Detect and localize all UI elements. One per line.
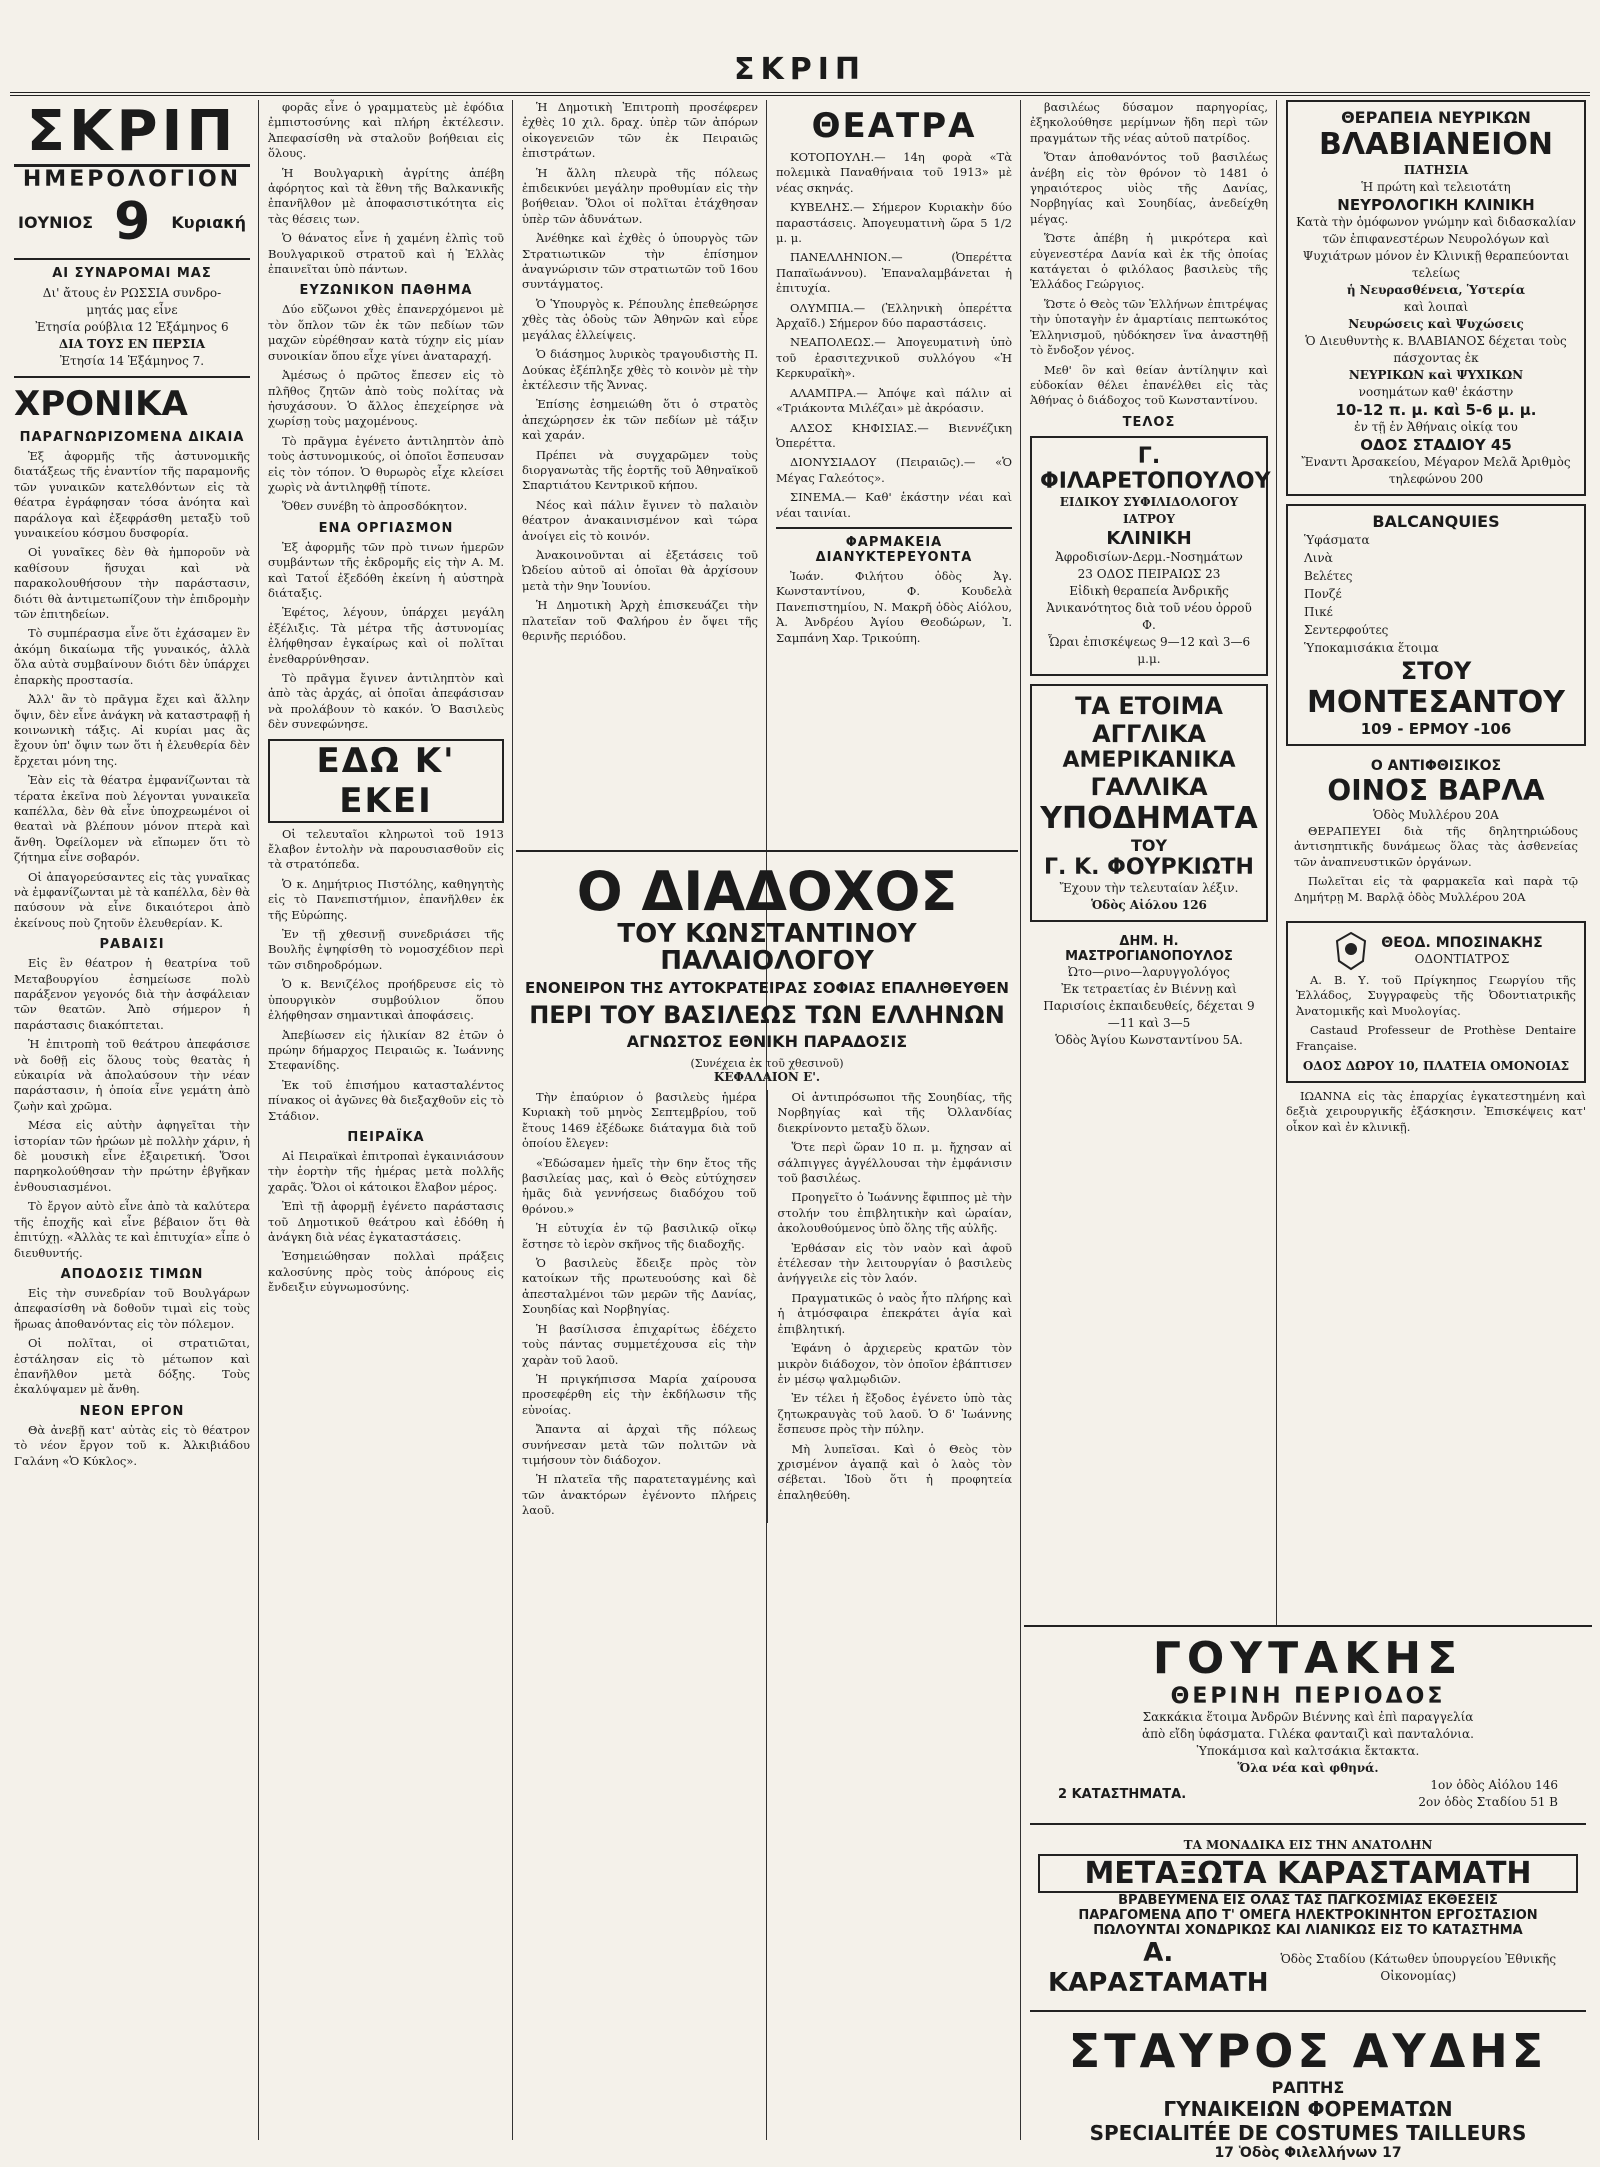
ad-title: BALCANQUIES (1372, 512, 1500, 531)
ad-address: ΟΔΟΣ ΔΩΡΟΥ 10, ΠΛΑΤΕΙΑ ΟΜΟΝΟΙΑΣ (1302, 1059, 1570, 1074)
ad-address: 1ον ὁδὸς Αἰόλου 146 (1430, 1778, 1558, 1792)
ad-subtitle: ΕΙΔΙΚΟΥ ΣΥΦΙΛΙΔΟΛΟΓΟΥ ΙΑΤΡΟΥ (1059, 494, 1239, 526)
ad-line: Ὑποκάμισα καὶ καλτσάκια ἔκτακτα. (1196, 1744, 1420, 1758)
theatre-listing: ΚΥΒΕΛΗΣ.— Σήμερον Κυριακὴν δύο παραστάσεις. Ἀπογευματινὴ ὥρα 5 1/2 μ. μ. (776, 200, 1012, 246)
ad-header (1296, 929, 1576, 973)
article-paragraph: Ὁ κ. Δημήτριος Πιστόλης, καθηγητὴς εἰς τὸ Πανεπιστήμιον, ἐπανῆλθεν ἐκ τῆς Εὐρώπης. (268, 876, 504, 922)
article-title: ΕΥΖΩΝΙΚΟΝ ΠΑΘΗΜΑ (299, 283, 473, 299)
feature-paragraph: Ἡ εὐτυχία ἐν τῷ βασιλικῷ οἴκῳ ἔστησε τὸ ἱερὸν σκῆνος τῆς διαδοχῆς. (522, 1221, 757, 1251)
article-paragraph: Ὥστε ὁ Θεὸς τῶν Ἑλλήνων ἐπιτρέψας τὴν ὑποταγὴν ἐν ἁμαρτίαις πεπτωκότος Ἑλληνισμοῦ, ηὐδόκησεν ἵνα ἀναστηθῇ τὸ ἔνδοξον γένος. (1030, 296, 1268, 358)
ad-footer (1038, 1938, 1578, 1998)
article-paragraph: Ἡ Δημοτικὴ Ἀρχὴ ἐπισκευάζει τὴν πλατεῖαν τοῦ Φαλήρου ἐν ὄψει τῆς θερινῆς περιόδου. (522, 598, 758, 643)
theatres-title: ΘΕΑΤΡΑ (811, 106, 977, 146)
article-paragraph: Ἡ Βουλγαρικὴ ἀγρίτης ἀπέβη ἀφόρητος καὶ τὰ ἔθνη τῆς Βαλκανικῆς ἐπανῆλθον μὲ ἀποφασιστικότητα εἰς τὰς θέσεις των. (268, 165, 504, 226)
ad-vlavianeion (1286, 100, 1586, 496)
feature-paragraph: Προηγεῖτο ὁ Ἰωάννης ἔφιππος μὲ τὴν στολήν του ἐπιβλητικὴν καὶ ὡραίαν, ἀκολουθούμενος ὑπὸ ὅλης τῆς αὐλῆς. (777, 1190, 1012, 1236)
article-paragraph: Ὅταν ἀποθανόντος τοῦ βασιλέως ἀνέβη εἰς τὸν θρόνον τὸ 1481 ὁ γηραιότερος υἱὸς τῆς Δανίας, Νορβηγίας καὶ Σουηδίας, ἀνεδείχθη μέγας. (1030, 150, 1268, 226)
calendar-date (14, 192, 250, 252)
section-title-chronika: ΧΡΟΝΙΚΑ (14, 384, 188, 424)
feature-paragraph: Ἡ πλατεῖα τῆς παρατεταγμένης καὶ τῶν ἀνακτόρων ἐγένοντο πλήρεις λαοῦ. (522, 1472, 757, 1518)
theatre-listing: ΣΙΝΕΜΑ.— Καθ' ἑκάστην νέαι καὶ νέαι ταινίαι. (776, 490, 1012, 520)
ad-karastamati (1030, 1831, 1586, 2004)
article-paragraph: Ἡ ἄλλη πλευρὰ τῆς πόλεως ἐπιδεικνύει μεγάλην προθυμίαν εἰς τὴν βοήθειαν. Ὅλοι οἱ πολῖται ἐτάχθησαν ὑπὲρ τῶν ἀδυνάτων. (522, 165, 758, 226)
calendar-month: ΙΟΥΝΙΟΣ (18, 212, 94, 232)
ad-address: Ὁδὸς Αἰόλου 126 (1091, 897, 1207, 912)
feature-paragraph: Ἄπαντα αἱ ἀρχαὶ τῆς πόλεως συνήνεσαν μετὰ τῶν πολιτῶν νὰ τιμήσουν τὸν διάδοχον. (522, 1422, 757, 1467)
ad-paragraph: Castaud Professeur de Prothèse Dentaire Française. (1296, 1023, 1576, 1053)
article-paragraph: Μεθ' ὃν καὶ θείαν ἀντίληψιν καὶ εὐδοκίαν θέλει ἐπανέλθει εἰς τὰς Ἀθήνας ὁ διάδοχος τοῦ Κωνσταντίνου. (1030, 362, 1268, 408)
ad-footer (1038, 1777, 1578, 1811)
article-paragraph: Τὸ πρᾶγμα ἔγινεν ἀντιληπτὸν καὶ ἀπὸ τὰς ἀρχάς, αἱ ὁποῖαι ἀπεφάσισαν νὰ προλάβουν τὸ κακόν. Ὁ Βασιλεὺς δὲν συνεφώνησε. (268, 671, 504, 732)
ad-line: ΝΕΥΡΙΚΩΝ καὶ ΨΥΧΙΚΩΝ (1348, 368, 1524, 382)
ad-subtitle: ΟΔΟΝΤΙΑΤΡΟΣ (1414, 951, 1510, 966)
article-paragraph: Δύο εὔζωνοι χθὲς ἐπανερχόμενοι μὲ τὸν ὅπλον τῶν ἐκ τῶν πεδίων τῶν μαχῶν εὑρέθησαν κατὰ τύχην εἰς μίαν συνοικίαν ὅπου εἶχε γίνει ἀναταραχή. (268, 302, 504, 363)
article-paragraph: Οἱ τελευταῖοι κληρωτοὶ τοῦ 1913 ἔλαβον ἐντολὴν νὰ παρουσιασθοῦν εἰς τὰ στρατόπεδα. (268, 826, 504, 872)
article-paragraph: Ἀπεβίωσεν εἰς ἡλικίαν 82 ἐτῶν ὁ πρώην δήμαρχος Πειραιῶς κ. Ἰωάννης Στεφανίδης. (268, 1027, 504, 1073)
ad-paragraph: Πωλεῖται εἰς τὰ φαρμακεῖα καὶ παρὰ τῷ Δημήτρῃ Μ. Βαρλᾷ ὁδὸς Μυλλέρου 20Α (1294, 874, 1578, 904)
ad-item: Ὑφάσματα (1304, 533, 1370, 547)
ad-line: ΠΩΛΟΥΝΤΑΙ ΧΟΝΔΡΙΚΩΣ ΚΑΙ ΛΙΑΝΙΚΩΣ ΕΙΣ ΤΟ ΚΑΤΑΣΤΗΜΑ (1093, 1923, 1523, 1938)
ad-line: ἡ Νευρασθένεια, Ὑστερία (1346, 283, 1526, 297)
ad-item: Ὑποκαμισάκια ἕτοιμα (1304, 641, 1439, 655)
theatre-listing: ΝΕΑΠΟΛΕΩΣ.— Ἀπογευματινὴ ὑπὸ τοῦ ἐρασιτεχνικοῦ συλλόγου «Ἡ Κερκυραϊκὴ». (776, 335, 1012, 381)
article-paragraph: Ἀλλ' ἂν τὸ πρᾶγμα ἔχει καὶ ἄλλην ὄψιν, δὲν εἶνε ἀνάγκη νὰ καταστραφῇ ἡ κοινωνικὴ τάξις. Αἱ κυρίαι μας ἂς ἔχουν ὑπ' ὄψιν των ὅτι ἡ ἐλευθερία δὲν ἔρχεται μόνη της. (14, 692, 250, 768)
ad-line: ΑΜΕΡΙΚΑΝΙΚΑ (1062, 747, 1236, 773)
ad-line: καὶ λοιπαὶ (1403, 300, 1469, 314)
masthead-title: ΣΚΡΙΠ (734, 52, 866, 87)
ad-address: Ὁδὸς Σταδίου (Κάτωθεν ὑπουργείου Ἐθνικῆς Οἰκονομίας) (1280, 1952, 1557, 1983)
article-title: ΠΕΙΡΑΪΚΑ (347, 1129, 425, 1145)
ad-line: Εἰδικὴ θεραπεία Ἀνδρικῆς Ἀνικανότητος διὰ τοῦ νέου ὀρροῦ Φ. (1046, 583, 1252, 632)
ad-line: Ὅλα νέα καὶ φθηνά. (1237, 1761, 1379, 1775)
ad-subtitle: ΡΑΠΤΗΣ (1271, 2078, 1345, 2097)
article-paragraph: Εἰς ἓν θέατρον ἡ θεατρίνα τοῦ Μεταβουργίου ἐσημείωσε πολὺ παράξενον γεγονός διὰ τὴν ἀσφάλειαν τῶν θεατῶν. Ἀπὸ σήμερον ἡ παράστασις διακόπτεται. (14, 956, 250, 1032)
ad-title: Γ. ΦΙΛΑΡΕΤΟΠΟΥΛΟΥ (1040, 443, 1271, 494)
theatre-listing: ΠΑΝΕΛΛΗΝΙΟΝ.— (Ὀπερέττα Παπαϊωάννου). Ἐπαναλαμβάνεται ἡ ἐπιτυχία. (776, 250, 1012, 296)
ad-address-detail: Ἔναντι Ἀρσακείου, Μέγαρον Μελᾶ Ἀριθμὸς τηλεφώνου 200 (1301, 455, 1571, 486)
theatre-listing: ΔΙΟΝΥΣΙΑΔΟΥ (Πειραιῶς).— «Ὁ Μέγας Γαλεότος». (776, 455, 1012, 485)
feature-body (522, 1090, 1012, 1523)
ad-title: ΣΤΑΥΡΟΣ ΑΥΔΗΣ (1068, 2024, 1548, 2078)
feature-article (516, 850, 1018, 2140)
ad-oinos-varla (1286, 752, 1586, 915)
article-paragraph: Νέος καὶ πάλιν ἔγινεν τὸ παλαιὸν θέατρον ἀνακαινισμένον καὶ τώρα ἀνοίγει εἰς τὸ κοινόν. (522, 497, 758, 543)
ad-paragraph: ΙΩΑΝΝΑ εἰς τὰς ἐπαρχίας ἐγκατεστημένη καὶ δεξιὰ χειρουργικῆς ἐξάσκησιν. Ἐπισκέψεις κατ' οἶκον καὶ ἐν κλινικῇ. (1286, 1089, 1586, 1134)
feature-paragraph: Τὴν ἐπαύριον ὁ βασιλεὺς ἡμέρα Κυριακὴ τοῦ μηνὸς Σεπτεμβρίου, τοῦ ἔτους 1469 ἐξέδωκε διάταγμα διὰ τοῦ ὁποίου ἔλεγεν: (522, 1090, 757, 1151)
ad-montesantou (1286, 504, 1586, 746)
ad-address: ΟΔΟΣ ΣΤΑΔΙΟΥ 45 (1360, 436, 1512, 454)
end-mark: ΤΕΛΟΣ (1122, 414, 1176, 430)
ad-item: Πικέ (1304, 605, 1333, 619)
ad-goutakis (1030, 1627, 1586, 1817)
article-title: ΝΕΟΝ ΕΡΓΟΝ (79, 1403, 185, 1419)
column-rule (1020, 100, 1021, 2140)
article-paragraph: Πρέπει νὰ συγχαρῶμεν τοὺς διοργανωτὰς τῆς ἑορτῆς τοῦ Ἀθηναϊκοῦ Σπαρτιάτου Κεντρικοῦ κήπου. (522, 447, 758, 493)
theatre-listing: ΚΟΤΟΠΟΥΛΗ.— 14η φορὰ «Τὰ πολεμικὰ Παναθήναια τοῦ 1913» μὲ νέας σκηνάς. (776, 150, 1012, 195)
feature-paragraph: Πραγματικῶς ὁ ναὸς ἦτο πλήρης καὶ ἡ ἀτμόσφαιρα ἐπεκράτει ἁγία καὶ ἐπιβλητική. (777, 1290, 1012, 1336)
ad-line: νοσημάτων καθ' ἑκάστην (1358, 385, 1514, 399)
feature-line: ΑΓΝΩΣΤΟΣ ΕΘΝΙΚΗ ΠΑΡΑΔΟΣΙΣ (626, 1032, 908, 1052)
theatre-listing: ΑΛΑΜΠΡΑ.— Ἀπόψε καὶ πάλιν αἱ «Τριάκοντα Μιλέζαι» μὲ ἀκρόασιν. (776, 385, 1012, 416)
article-paragraph: βασιλέως δύσαμον παρηγορίας, ἐξηκολούθησε μερίμνων ἤδη περὶ τῶν πραγμάτων τῆς νέας αὐτοῦ πατρίδος. (1030, 100, 1268, 145)
ad-paragraph: ΘΕΡΑΠΕΥΕΙ διὰ τῆς δηλητηριώδους ἀντισηπτικῆς δυνάμεως ὅλας τὰς ἀσθενείας τῶν ἀναπνευστικῶν ὀργάνων. (1294, 824, 1578, 869)
feature-continued: (Συνέχεια ἐκ τοῦ χθεσινοῦ) (690, 1057, 844, 1071)
article-paragraph: Ἐπίσης ἐσημειώθη ὅτι ὁ στρατὸς ἀπεχώρησεν ἐκ τῶν πεδίων μὲ τάξιν καὶ χαράν. (522, 397, 758, 443)
article-paragraph: Τὸ πρᾶγμα ἐγένετο ἀντιληπτὸν ἀπὸ τοὺς ἀστυνομικούς, οἱ ὁποῖοι ἔσπευσαν εἰς τὸν τόπον. Ὁ θυρωρὸς εἶχε κλείσει χωρὶς νὰ ἀντιληφθῇ τίποτε. (268, 433, 504, 494)
ad-top: Ο ΑΝΤΙΦΘΙΣΙΚΟΣ (1370, 758, 1502, 774)
feature-paragraph: Ἐρθάσαν εἰς τὸν ναὸν καὶ ἀφοῦ ἐτέλεσαν τὴν λειτουργίαν ὁ βασιλεὺς ἀνήγγειλε εἰς τὸν λαόν. (777, 1240, 1012, 1286)
ad-mastrogianopoulos (1030, 928, 1268, 1055)
article-paragraph: Ἀνακοινοῦνται αἱ ἐξετάσεις τοῦ Ὠδείου αὐτοῦ αἱ ὁποῖαι θὰ ἀρχίσουν μετὰ τὴν 9ην Ἰουνίου. (522, 547, 758, 593)
ad-line: ΤΑ ΕΤΟΙΜΑ (1075, 691, 1223, 720)
subscriptions-info (14, 285, 250, 370)
article-paragraph: Αἱ Πειραϊκαὶ ἐπιτροπαὶ ἐγκαινιάσουν τὴν ἑορτὴν τῆς ἡμέρας μετὰ πολλῆς χαρᾶς. Ὅλοι οἱ κάτοικοι ἔλαβον μέρος. (268, 1148, 504, 1194)
article-paragraph: Ἐὰν εἰς τὰ θέατρα ἐμφανίζωνται τὰ τέρατα ἐκεῖνα ποὺ λέγονται γυναικεῖα καπέλλα, δὲν θὰ εἶνε ὑποχρεωμένοι οἱ θεαταὶ νὰ βλέπουν μόνον πτερὰ καὶ ἄνθη. Ὀφείλομεν νὰ εἴπωμεν ὅτι τὸ ζήτημα εἶνε σοβαρόν. (14, 773, 250, 865)
ad-address: 2ον ὁδὸς Σταδίου 51 Β (1418, 1795, 1558, 1809)
ad-stavros-avdis (1030, 2018, 1586, 2167)
subscriptions-line: Δι' ἄτους ἐν ΡΩΣΣΙΑ συνδρο- (42, 286, 222, 300)
feature-right-column (778, 1090, 1013, 1523)
feature-paragraph: «Ἐδώσαμεν ἡμεῖς τὴν 6ην ἔτος τῆς βασιλείας μας, καὶ ὁ Θεὸς εὐτύχησεν ἡμᾶς διὰ γεννήσεως διαδόχου τοῦ θρόνου.» (522, 1155, 757, 1216)
feature-left-column (522, 1090, 757, 1523)
ad-line: Ἀφροδισίων-Δερμ.-Νοσημάτων (1055, 549, 1243, 564)
article-paragraph: Οἱ ἀπαγορεύσαντες εἰς τὰς γυναῖκας νὰ ἐμφανίζωνται μὲ τὰ καπέλλα, δὲν θὰ παύσουν νὰ εἶνε δικαιότεροι ἀπὸ ἐκείνους ποὺ ζητοῦν ἐλευθερίαν. Κ. (14, 869, 250, 930)
ad-line: ΤΟΥ (1130, 835, 1168, 855)
ad-line: Ὁ Διευθυντὴς κ. ΒΛΑΒΙΑΝΟΣ δέχεται τοὺς πάσχοντας ἐκ (1305, 334, 1567, 365)
divider (14, 376, 250, 378)
ad-name: ΜΟΝΤΕΣΑΝΤΟΥ (1307, 685, 1565, 720)
crest-icon (1329, 929, 1373, 973)
article-paragraph: Ὁ διάσημος λυρικὸς τραγουδιστὴς Π. Δούκας ἐξέπληξε χθὲς τὸ κοινὸν μὲ τὴν ἐκτέλεσιν τῆς Ἄννας. (522, 347, 758, 392)
ad-note: ἐν τῇ ἐν Ἀθήναις οἰκίᾳ του (1354, 420, 1518, 434)
feature-paragraph: Ἡ βασίλισσα ἐπιχαρίτως ἐδέχετο τοὺς πάντας συμμετέχουσα εἰς τὴν χαρὰν τοῦ λαοῦ. (522, 1321, 757, 1367)
ad-item: Λινὰ (1304, 551, 1333, 565)
ad-line: ΑΓΓΛΙΚΑ (1092, 719, 1206, 748)
ad-line: SPECIALITÉE DE COSTUMES TAILLEURS (1089, 2121, 1527, 2145)
column-rule (512, 100, 513, 2140)
article-paragraph: Τὸ συμπέρασμα εἶνε ὅτι ἐχάσαμεν ἓν ἀκόμη δικαίωμα τῆς γυναικός, ἀλλὰ ὅλα αὐτὰ συμβαίνουν διότι δὲν ὑπάρχει ἐπαρκὴς προστασία. (14, 626, 250, 687)
feature-paragraph: Ἐφάνη ὁ ἀρχιερεὺς κρατῶν τὸν μικρὸν διάδοχον, τὸν ὁποῖον ἐβάπτισεν ἐν μέσῳ ψαλμῳδιῶν. (777, 1341, 1012, 1386)
divider (1030, 2010, 1586, 2012)
pharmacy-title: ΦΑΡΜΑΚΕΙΑ ΔΙΑΝΥΚΤΕΡΕΥΟΝΤΑ (815, 534, 973, 565)
article-paragraph: Ὁ κ. Βενιζέλος προήδρευσε εἰς τὸ ὑπουργικὸν συμβούλιον ὅπου ἐλήφθησαν σημαντικαὶ ἀποφάσεις. (268, 977, 504, 1023)
ad-line: 23 ΟΔΟΣ ΠΕΙΡΑΙΩΣ 23 (1077, 566, 1221, 581)
article-title: ΕΝΑ ΟΡΓΙΑΣΜΟΝ (318, 520, 454, 536)
divider (776, 527, 1012, 529)
article-paragraph: Οἱ γυναῖκες δὲν θὰ ἠμποροῦν νὰ καθίσουν ἥσυχαι καὶ νὰ παρακολουθήσουν τὴν παράστασιν, διότι θὰ ἀντιμετωπίζουν τὴν ἐπιδρομὴν τῶν ἐπιτηδείων. (14, 545, 250, 622)
ad-line: Γ. Κ. ΦΟΥΡΚΙΩΤΗ (1044, 854, 1254, 880)
ad-note: Ἔχουν τὴν τελευταίαν λέξιν. (1059, 880, 1239, 895)
article-paragraph: Μέσα εἰς αὐτὴν ἀφηγεῖται τὴν ἱστορίαν τῶν ἡρώων μὲ πολλὴν χάριν, ἡ δὲ μουσικὴ εἶνε ἐξαιρετική. Ὅσοι παρηκολούθησαν τὴν πρώτην ἐβγῆκαν ἐνθουσιασμένοι. (14, 1118, 250, 1194)
ad-line: ΒΡΑΒΕΥΜΕΝΑ ΕΙΣ ΟΛΑΣ ΤΑΣ ΠΑΓΚΟΣΜΙΑΣ ΕΚΘΕΣΕΙΣ (1118, 1893, 1498, 1908)
ad-sub: Ἡ πρώτη καὶ τελειοτάτη (1361, 180, 1511, 194)
article-paragraph: Θὰ ἀνεβῇ κατ' αὐτὰς εἰς τὸ θέατρον τὸ νέον ἔργον τοῦ κ. Ἀλκιβιάδου Γαλάνη «Ὁ Κύκλος». (14, 1422, 250, 1468)
ad-address: 17 Ὁδὸς Φιλελλήνων 17 (1214, 2145, 1402, 2161)
feature-subtitle: ΤΟΥ ΚΩΝΣΤΑΝΤΙΝΟΥ ΠΑΛΑΙΟΛΟΓΟΥ (617, 918, 917, 976)
article-paragraph: Ἀμέσως ὁ πρῶτος ἔπεσεν εἰς τὸ πλῆθος ζητῶν ἀπὸ τοὺς πολίτας νὰ ἡσυχάσουν. Ὁ ἄλλος ἐπεχείρησε νὰ χωρίσῃ τοὺς μαχομένους. (268, 368, 504, 429)
ad-line: ΥΠΟΔΗΜΑΤΑ (1040, 800, 1258, 836)
article-paragraph: Ἐσημειώθησαν πολλαὶ πράξεις καλοσύνης πρὸς τοὺς ἀπόρους εἰς ἔνδειξιν εὐγνωμοσύνης. (268, 1249, 504, 1295)
theatre-listing: ΑΛΣΟΣ ΚΗΦΙΣΙΑΣ.— Βιεννέζικη Ὀπερέττα. (776, 420, 1012, 450)
column-rule (258, 100, 259, 2140)
ad-line: ἀπὸ εἴδη ὑφάσματα. Γιλέκα φανταιζὶ καὶ πανταλόνια. (1142, 1727, 1474, 1741)
feature-paragraph: Ἐν τέλει ἡ ἔξοδος ἐγένετο ὑπὸ τὰς ζητωκραυγὰς τοῦ λαοῦ. Ὁ δ' Ἰωάννης ἔσπευσε πρὸς τὴν πύλην. (777, 1391, 1012, 1437)
theatre-listing: ΟΛΥΜΠΙΑ.— (Ἑλληνικὴ ὀπερέττα Ἀρχαῖδ.) Σήμερον δύο παραστάσεις. (776, 300, 1012, 331)
article-paragraph: Ἐπὶ τῇ ἀφορμῇ ἐγένετο παράστασις τοῦ Δημοτικοῦ θεάτρου καὶ ἐδόθη ἡ ἀνάγκη διὰ νέας ἐγκαταστάσεις. (268, 1199, 504, 1244)
ad-title: ΘΕΟΔ. ΜΠΟΣΙΝΑΚΗΣ (1381, 934, 1543, 951)
subscriptions-line: Ἐτησία 14 Ἑξάμηνος 7. (59, 354, 205, 368)
ad-line: ΓΥΝΑΙΚΕΙΩΝ ΦΟΡΕΜΑΤΩΝ (1163, 2097, 1453, 2121)
ad-line: ΓΑΛΛΙΚΑ (1090, 772, 1208, 801)
feature-title: Ο ΔΙΑΔΟΧΟΣ (576, 860, 958, 923)
calendar-weekday: Κυριακή (171, 212, 246, 232)
ad-subtitle: ΘΕΡΙΝΗ ΠΕΡΙΟΔΟΣ (1170, 1684, 1446, 1709)
ad-clinic: ΝΕΥΡΟΛΟΓΙΚΗ ΚΛΙΝΙΚΗ (1337, 196, 1535, 214)
column-3 (516, 100, 764, 840)
ad-line: Σακκάκια ἕτοιμα Ἀνδρῶν Βιέννης καὶ ἐπὶ παραγγελία (1142, 1710, 1474, 1724)
subscriptions-line: μητάς μας εἶνε (86, 303, 178, 317)
column-4 (770, 100, 1018, 840)
article-paragraph: Ἐκ τοῦ ἐπισήμου κατασταλέντος πίνακος οἱ ἀγῶνες θὰ διεξαχθοῦν εἰς τὸ Στάδιον. (268, 1077, 504, 1123)
article-paragraph: Ἡ ἐπιτροπὴ τοῦ θεάτρου ἀπεφάσισε νὰ δοθῇ εἰς ὅλους τοὺς θεατὰς ἡ εὐκαιρία νὰ ἀπολαύσουν τὴν νέαν παράστασιν, ἡ ὁποία εἶνε γεμάτη ἀπὸ ζωὴν καὶ χρῶμα. (14, 1037, 250, 1113)
calendar-title: ΗΜΕΡΟΛΟΓΙΟΝ (22, 167, 242, 192)
article-title: ΡΑΒΑΙΣΙ (99, 937, 165, 953)
ad-title: ΓΟΥΤΑΚΗΣ (1152, 1633, 1464, 1684)
article-paragraph: Ἐξ ἀφορμῆς τῶν πρὸ τινων ἡμερῶν συμβάντων τῆς ἐκδρομῆς εἰς τὴν Α. Μ. καὶ Τατοΐ ἐξεδόθη ἐκείνη ἡ αὐστηρὰ διάταξις. (268, 539, 504, 600)
ad-fourkioti-shoes (1030, 684, 1268, 922)
logo: ΣΚΡΙΠ (14, 100, 250, 167)
ad-line: Κατὰ τὴν ὁμόφωνον γνώμην καὶ διδασκαλίαν τῶν ἐπιφανεστέρων Νευρολόγων καὶ Ψυχιάτρων μόνον ἐν Κλινικῇ θεραπεύονται τελείως (1296, 215, 1576, 280)
article-paragraph: φορᾶς εἶνε ὁ γραμματεὺς μὲ ἐφόδια ἐμπιστοσύνης καὶ πλήρη ἐκτέλεσιν. Ἀπεφασίσθη νὰ σταλοῦν βοήθειαι εἰς ὅλους. (268, 100, 504, 161)
ad-paragraph: Α. Β. Υ. τοῦ Πρίγκηπος Γεωργίου τῆς Ἑλλάδος, Συγγραφεὺς τῆς Ὀδοντιατρικῆς Ἀνατομικῆς καὶ Μυολογίας. (1296, 973, 1576, 1018)
article-paragraph: Ἐξ ἀφορμῆς τῆς ἀστυνομικῆς διατάξεως τῆς ἐναντίον τῆς παραμονῆς τῶν γυναικῶν κατελθόντων εἰς τὰ θέατρα ἐγράφησαν τόσα ἀνόητα καὶ παράλογα καὶ ἐξεφράσθη μεταξὺ τοῦ γυναικείου κόσμου δυσφορία. (14, 449, 250, 541)
ad-title: ΟΙΝΟΣ ΒΑΡΛΑ (1327, 774, 1545, 807)
article-title: ΠΑΡΑΓΝΩΡΙΖΟΜΕΝΑ ΔΙΚΑΙΑ (19, 430, 245, 445)
ad-at: ΣΤΟΥ (1400, 657, 1472, 685)
feature-paragraph: Ὁ βασιλεὺς ἔδειξε πρὸς τὸν κατοίκων τῆς πρωτευούσης καὶ δὲ ἀπεσταλμένοι τῶν μερῶν τῆς Δανίας, Σουηδίας καὶ Νορβηγίας. (522, 1256, 757, 1317)
ad-line: Ἐκ τετραετίας ἐν Βιέννῃ καὶ Παρισίοις ἐκπαιδευθείς, δέχεται 9—11 καὶ 3—5 (1043, 981, 1255, 1030)
ad-line: Ὁδὸς Ἁγίου Κωνσταντίνου 5Α. (1055, 1032, 1243, 1047)
feature-paragraph: Ὅτε περὶ ὥραν 10 π. μ. ἤχησαν αἱ σάλπιγγες ἀγγέλλουσαι τὴν ἐμφάνισιν τοῦ βασιλέως. (777, 1140, 1012, 1186)
ad-title: ΔΗΜ. Η. ΜΑΣΤΡΟΓΙΑΝΟΠΟΥΛΟΣ (1065, 933, 1233, 964)
column-rule (767, 1090, 768, 1523)
article-paragraph: Ὥστε ἀπέβη ἡ μικρότερα καὶ εὐγενεστέρα Δανία καὶ ἐκ τῆς ὁποίας κατάγεται ὁ φιλόλαος βασιλεὺς τῆς Ἑλλάδος Γεώργιος. (1030, 231, 1268, 292)
feature-paragraph: Μὴ λυπεῖσαι. Καὶ ὁ Θεὸς τὸν χρισμένον ἀγαπᾷ καὶ ὁ λαὸς τὸν σέβεται. Ἰδοὺ ὅτι ἡ προφητεία ἐπαληθεύθη. (777, 1441, 1012, 1502)
bottom-ads (1024, 1625, 1592, 2161)
column-2 (262, 100, 510, 2140)
ad-address: Ὁδὸς Μυλλέρου 20Α (1373, 808, 1499, 822)
article-paragraph: Ἡ Δημοτικὴ Ἐπιτροπὴ προσέφερεν ἐχθὲς 10 χιλ. δραχ. ὑπὲρ τῶν ἀπόρων οἰκογενειῶν τῶν ἐκ Πειραιῶς ἐπιστράτων. (522, 100, 758, 161)
article-paragraph: Ὁ Ὑπουργὸς κ. Ρέπουλης ἐπεθεώρησε χθὲς τὰς ὁδοὺς τῶν Ἀθηνῶν καὶ εὗρε μεγάλας ἐλλείψεις. (522, 296, 758, 342)
masthead (10, 52, 1590, 96)
ad-title: ΒΛΑΒΙΑΝΕΙΟΝ (1319, 127, 1553, 162)
divider (14, 258, 250, 260)
ad-name: Α. ΚΑΡΑΣΤΑΜΑΤΗ (1048, 1938, 1269, 1998)
ad-line: Ὧραι ἐπισκέψεως 9—12 καὶ 3—6 μ.μ. (1047, 634, 1251, 666)
ad-line: Νευρώσεις καὶ Ψυχώσεις (1348, 317, 1524, 331)
ad-stores: 2 ΚΑΤΑΣΤΗΜΑΤΑ. (1058, 1786, 1187, 1802)
calendar-day: 9 (114, 192, 151, 252)
pharmacy-list: Ἰωάν. Φιλήτου ὁδὸς Ἀγ. Κωνσταντίνου, Φ. Κουδελὰ Πανεπιστημίου, Ν. Μακρῆ ὁδὸς Αἰόλου, Ἀ. Ἀνδρέου Ἀγίου Θεοδώρων, Ἰ. Σαμπάνη Χαρ. Τρικούπη. (776, 568, 1012, 645)
ad-filaretopoulou (1030, 436, 1271, 676)
feature-paragraph: Ἡ πριγκήπισσα Μαρία χαίρουσα προσεφέρθη εἰς τὴν ἐκδήλωσιν τῆς εὐνοίας. (522, 1371, 757, 1417)
feature-line: ΠΕΡΙ ΤΟΥ ΒΑΣΙΛΕΩΣ ΤΩΝ ΕΛΛΗΝΩΝ (529, 1001, 1005, 1030)
ad-top: ΘΕΡΑΠΕΙΑ ΝΕΥΡΙΚΩΝ (1341, 108, 1531, 127)
ad-line: ΠΑΡΑΓΟΜΕΝΑ ΑΠΟ Τ' ΟΜΕΓΑ ΗΛΕΚΤΡΟΚΙΝΗΤΟΝ ΕΡΓΟΣΤΑΣΙΟΝ (1078, 1908, 1538, 1923)
ad-place: ΠΑΤΗΣΙΑ (1403, 163, 1469, 177)
article-title: ΑΠΟΔΟΣΙΣ ΤΙΜΩΝ (60, 1266, 204, 1282)
ad-title: ΜΕΤΑΞΩΤΑ ΚΑΡΑΣΤΑΜΑΤΗ (1038, 1854, 1578, 1893)
article-paragraph: Ἀνέθηκε καὶ ἐχθὲς ὁ ὑπουργὸς τῶν Στρατιωτικῶν τὴν ἐπίσημον ἀναγνώρισιν τῶν στρατιωτῶν τοῦ 16ου συντάγματος. (522, 231, 758, 292)
article-paragraph: Ὁ θάνατος εἶνε ἡ χαμένη ἐλπὶς τοῦ Βουλγαρικοῦ στρατοῦ καὶ ἡ Ἑλλὰς ἐπαινεῖται ὑπὸ πάντων. (268, 231, 504, 277)
feature-line: ΕΝΟΝΕΙΡΟΝ ΤΗΣ ΑΥΤΟΚΡΑΤΕΙΡΑΣ ΣΟΦΙΑΣ ΕΠΑΛΗΘΕΥΘΕΝ (525, 979, 1009, 998)
ad-top: ΤΑ ΜΟΝΑΔΙΚΑ ΕΙΣ ΤΗΝ ΑΝΑΤΟΛΗΝ (1183, 1838, 1433, 1852)
feature-paragraph: Οἱ ἀντιπρόσωποι τῆς Σουηδίας, τῆς Νορβηγίας καὶ τῆς Ὀλλανδίας διεκρίνοντο μεταξὺ ὅλων. (777, 1090, 1012, 1135)
ad-address: 109 - ΕΡΜΟΥ -106 (1360, 720, 1512, 738)
article-paragraph: Οἱ πολῖται, οἱ στρατιῶται, ἐστάλησαν εἰς τὸ μέτωπον καὶ ἐπανῆλθον μετὰ δόξης. Τοὺς ἐκαλύψαμεν μὲ ἄνθη. (14, 1336, 250, 1397)
article-paragraph: Τὸ ἔργον αὐτὸ εἶνε ἀπὸ τὰ καλύτερα τῆς ἐποχῆς καὶ εἶνε βέβαιον ὅτι θὰ ἐπιτύχῃ. «Ἀλλὰς τε καὶ ἐπιτυχία» εἶπε ὁ διευθυντής. (14, 1199, 250, 1260)
ad-item: Πονζέ (1304, 587, 1342, 601)
article-paragraph: Εἰς τὴν συνεδρίαν τοῦ Βουλγάρων ἀπεφασίσθη νὰ δοθοῦν τιμαὶ εἰς τοὺς ἥρωας ἀποθανόντας εἰς τὸν πόλεμον. (14, 1285, 250, 1331)
article-paragraph: Ἐφέτος, λέγουν, ὑπάρχει μεγάλη ἐξέλιξις. Τὰ μέτρα τῆς ἀστυνομίας ἐλήφθησαν ἐγκαίρως καὶ οἱ πολῖται ἐνεθαρρύνθησαν. (268, 605, 504, 666)
ad-item: Βελέτες (1304, 569, 1353, 583)
subscriptions-title: ΑΙ ΣΥΝΑΡΟΜΑΙ ΜΑΣ (52, 266, 212, 281)
subscriptions-line: ΔΙΑ ΤΟΥΣ ΕΝ ΠΕΡΣΙΑ (58, 337, 206, 351)
section-title-edo-kekei: ΕΔΩ Κ' ΕΚΕΙ (268, 739, 504, 823)
ad-hours: 10-12 π. μ. καὶ 5-6 μ. μ. (1335, 401, 1537, 419)
ad-heading: ΚΛΙΝΙΚΗ (1106, 527, 1192, 549)
feature-chapter: ΚΕΦΑΛΑΙΟΝ Ε'. (713, 1070, 821, 1085)
ad-mposinakis (1286, 921, 1586, 1083)
column-1 (8, 100, 256, 2140)
subscriptions-line: Ἐτησία ρούβλια 12 Ἑξάμηνος 6 (35, 320, 229, 334)
divider (1030, 1823, 1586, 1825)
article-paragraph: Ὅθεν συνέβη τὸ ἀπροσδόκητον. (282, 499, 468, 514)
article-paragraph: Ἐν τῇ χθεσινῇ συνεδριάσει τῆς Βουλῆς ἐψηφίσθη τὸ νομοσχέδιον περὶ τῶν σιδηροδρόμων. (268, 927, 504, 972)
ad-line: Ὠτο—ρινο—λαρυγγολόγος (1068, 964, 1230, 979)
ad-item: Σεντερφούτες (1304, 623, 1389, 637)
